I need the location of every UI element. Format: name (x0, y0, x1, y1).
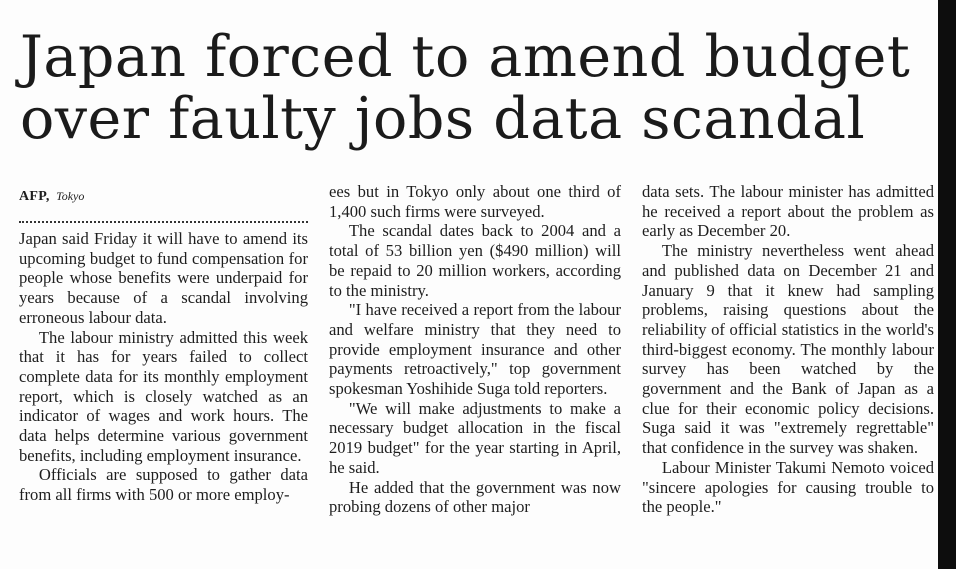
paragraph: "We will make adjustments to make a necessary budget allocation in the fiscal 2019 budget" for the year starting in April, he said. (329, 398, 621, 477)
paragraph: data sets. The labour minister has admitted he received a report about the problem as early as December 20. (642, 182, 934, 241)
paragraph: The labour ministry admitted this week that it has for years failed to collect complete data for its monthly employment report, which is closely watched as an indicator of wages and work hours. The data helps determine various government benefits, including employment insurance. (19, 327, 308, 465)
byline-agency: AFP, (19, 189, 50, 204)
paragraph: The scandal dates back to 2004 and a total of 53 billion yen ($490 million) will be repaid to 20 million workers, according to the ministry. (329, 221, 621, 300)
paragraph: Japan said Friday it will have to amend its upcoming budget to fund compensation for people whose benefits were underpaid for years because of a scandal involving erroneous labour data. (19, 229, 308, 327)
paragraph: The ministry nevertheless went ahead and published data on December 21 and January 9 that it knew had sampling problems, raising questions about the reliability of official statistics in the world's third-biggest economy. The monthly labour survey has been watched by the government and the Bank of Japan as a clue for their economic policy decisions. Suga said it was "extremely regrettable" that confidence in the survey was shaken. (642, 241, 934, 458)
byline-place: Tokyo (56, 189, 85, 203)
article-column-3 (642, 182, 934, 517)
article-column-1 (19, 182, 308, 505)
byline-divider (19, 221, 308, 223)
article-column-2 (329, 182, 621, 517)
paragraph: "I have received a report from the labour and welfare ministry that they need to provide employment insurance and other payments retroactively," top government spokesman Yoshihide Suga told reporters. (329, 300, 621, 399)
paragraph: Officials are supposed to gather data from all firms with 500 or more employ- (19, 465, 308, 505)
headline-line-2: over faulty jobs data scandal (20, 86, 866, 152)
paragraph: ees but in Tokyo only about one third of 1,400 such firms were surveyed. (329, 182, 621, 221)
paragraph: Labour Minister Takumi Nemoto voiced "sincere apologies for causing trouble to the people." (642, 457, 934, 517)
article-headline (20, 26, 940, 150)
headline-line-1: Japan forced to amend budget (20, 24, 911, 90)
page-edge-bar (938, 0, 956, 569)
paragraph: He added that the government was now probing dozens of other major (329, 477, 621, 517)
byline (19, 186, 308, 207)
